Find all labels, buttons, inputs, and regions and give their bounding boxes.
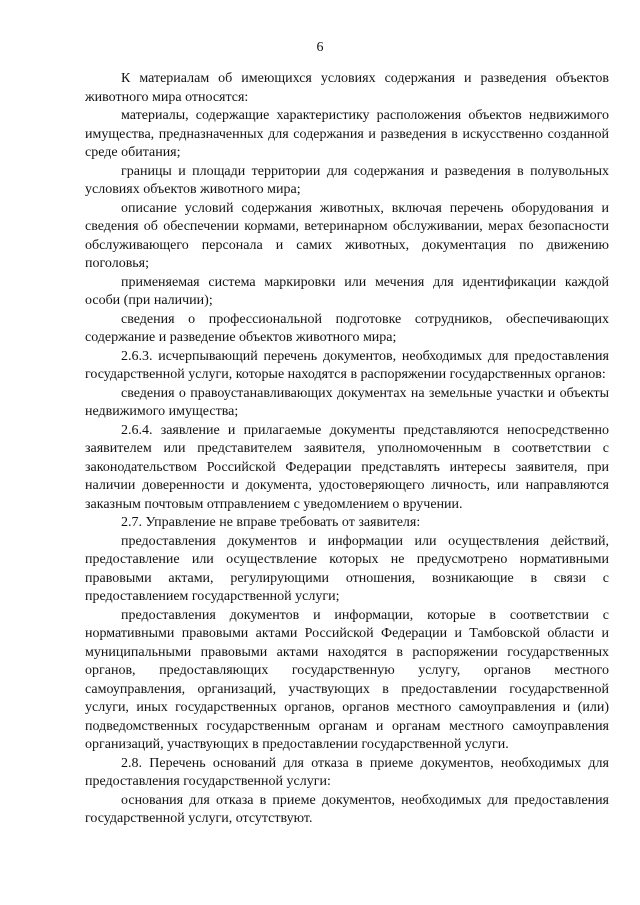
- paragraph-2-8: 2.8. Перечень оснований для отказа в приеме документов, необходимых для предоставления государственной услуги:: [85, 755, 609, 789]
- paragraph-no-grounds: основания для отказа в приеме документов, необходимых для предоставления государственной услуги, отсутствуют.: [85, 792, 609, 826]
- paragraph-staff-training: сведения о профессиональной подготовке сотрудников, обеспечивающих содержание и разведение объектов животного мира;: [85, 311, 609, 345]
- paragraph-2-7: 2.7. Управление не вправе требовать от заявителя:: [121, 515, 421, 530]
- paragraph-documents-information: предоставления документов и информации, которые в соответствии с нормативными правовыми актами Российской Федерации и Тамбовской области и муниципальными правовыми актами находятся в распоряжении государственных органов, предоставляющих государственную услугу, органов местного самоуправления, организаций, участвующих в предоставлении государственной услуги, иных государственных органов, органов местного самоуправления и (или) подведомственных государственным органам и органам местного самоуправления организаций, участвующих в предоставлении государственной услуги.: [85, 607, 609, 752]
- paragraph-real-estate-materials: материалы, содержащие характеристику расположения объектов недвижимого имущества, предназначенных для содержания и разведения в искусственно созданной среде обитания;: [85, 108, 609, 160]
- paragraph-territory-boundaries: границы и площади территории для содержания и разведения в полувольных условиях объектов животного мира;: [85, 163, 609, 197]
- paragraph-materials-intro: К материалам об имеющихся условиях содержания и разведения объектов животного мира относятся:: [85, 71, 609, 105]
- page-number: 6: [316, 40, 324, 55]
- paragraph-documents-actions: предоставления документов и информации или осуществления действий, предоставление или осуществление которых не предусмотрено нормативными правовыми актами, регулирующими отношения, возникающие в связи с предоставлением государственной услуги;: [85, 533, 609, 604]
- paragraph-2-6-3: 2.6.3. исчерпывающий перечень документов, необходимых для предоставления государственной услуги, которые находятся в распоряжении государственных органов:: [85, 348, 609, 382]
- paragraph-marking-system: применяемая система маркировки или мечения для идентификации каждой особи (при наличии);: [85, 274, 609, 308]
- paragraph-land-documents: сведения о правоустанавливающих документах на земельные участки и объекты недвижимого имущества;: [85, 385, 609, 419]
- paragraph-2-6-4: 2.6.4. заявление и прилагаемые документы представляются непосредственно заявителем или представителем заявителя, уполномоченным в соответствии с законодательством Российской Федерации представлять интересы заявителя, при наличии доверенности и документа, удостоверяющего личность, или направляются заказным почтовым отправлением с уведомлением о вручении.: [85, 422, 609, 512]
- document-body: [85, 70, 609, 829]
- paragraph-conditions-description: описание условий содержания животных, включая перечень оборудования и сведения об обеспечении кормами, ветеринарном обслуживании, мерах безопасности обслуживающего персонала и самих животных, документация по движению поголовья;: [85, 200, 609, 271]
